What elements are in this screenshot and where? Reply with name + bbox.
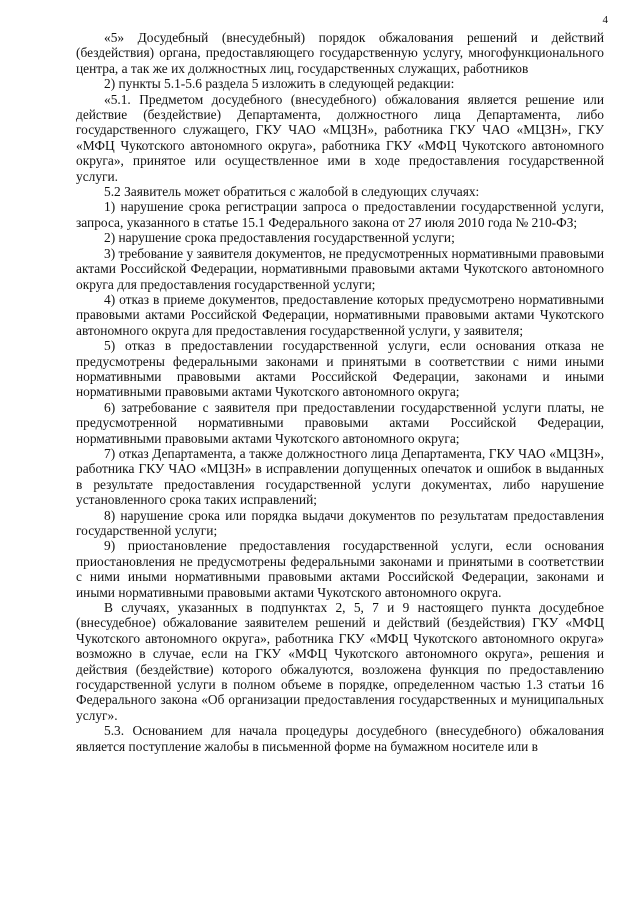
case-item-6: 6) затребование с заявителя при предоставлении государственной услуги платы, не предусмотренной нормативными правовыми актами Российской Федерации, нормативными правовыми актами Чукотского автономного округа;: [76, 399, 604, 446]
case-item-3: 3) требование у заявителя документов, не предусмотренных нормативными правовыми актами Российской Федерации, нормативными правовыми актами Чукотского автономного округа для предоставления государственной услуги;: [76, 245, 604, 292]
case-item-9: 9) приостановление предоставления государственной услуги, если основания приостановления не предусмотрены федеральными законами и принятыми в соответствии с ними иными нормативными правовыми актами Российской Федерации, законами и иными нормативными правовыми актами Чукотского автономного округа.: [76, 538, 604, 600]
case-item-4: 4) отказ в приеме документов, предоставление которых предусмотрено нормативными правовыми актами Российской Федерации, нормативными правовыми актами Чукотского автономного округа для предоставления государственной услуги, у заявителя;: [76, 291, 604, 338]
case-item-2: 2) нарушение срока предоставления государственной услуги;: [104, 230, 455, 246]
case-item-5: 5) отказ в предоставлении государственной услуги, если основания отказа не предусмотрены федеральными законами и принятыми в соответствии с ними иными нормативными правовыми актами Российской Федерации, законами и иными нормативными правовыми актами Чукотского автономного округа;: [76, 338, 604, 400]
page-number: 4: [602, 14, 608, 26]
case-item-7: 7) отказ Департамента, а также должностного лица Департамента, ГКУ ЧАО «МЦЗН», работника ГКУ ЧАО «МЦЗН» в исправлении допущенных опечаток и ошибок в выданных в результате предоставления государственной услуги документах, либо нарушение установленного срока таких исправлений;: [76, 445, 604, 508]
amendment-item-2: 2) пункты 5.1-5.6 раздела 5 изложить в следующей редакции:: [104, 76, 455, 92]
document-body: [76, 30, 604, 754]
case-item-1: 1) нарушение срока регистрации запроса о предоставлении государственной услуги, запроса, указанного в статье 15.1 Федерального закона от 27 июля 2010 года № 210-ФЗ;: [76, 199, 604, 230]
cases-note-paragraph: В случаях, указанных в подпунктах 2, 5, 7 и 9 настоящего пункта досудебное (внесудебное) обжалование заявителем решений и действий (бездействия) ГКУ «МФЦ Чукотского автономного округа», работника ГКУ «МФЦ Чукотского автономного округа» возможно в случае, если на ГКУ «МФЦ Чукотского автономного округа», решения и действия (бездействие) которого обжалуются, возложена функция по предоставлению государственной услуги в полном объеме в порядке, определенном частью 1.3 статьи 16 Федерального закона «Об организации предоставления государственных и муниципальных услуг».: [76, 600, 604, 723]
clause-5-3: 5.3. Основанием для начала процедуры досудебного (внесудебного) обжалования является поступление жалобы в письменной форме на бумажном носителе или в: [76, 723, 604, 754]
clause-5-2: 5.2 Заявитель может обратиться с жалобой в следующих случаях:: [104, 184, 480, 200]
clause-5-1: «5.1. Предметом досудебного (внесудебного) обжалования является решение или действие (бездействие) Департамента, должностного лица Департамента, либо государственного служащего, ГКУ ЧАО «МЦЗН», работника ГКУ ЧАО «МЦЗН», ГКУ «МФЦ Чукотского автономного округа», работника ГКУ «МФЦ Чукотского автономного округа», принятое или осуществленное ими в ходе предоставления государственной услуги.: [76, 91, 604, 184]
section-5-heading: «5» Досудебный (внесудебный) порядок обжалования решений и действий (бездействия) органа, предоставляющего государственную услугу, многофункционального центра, а так же их должностных лиц, государственных служащих, работников: [76, 30, 604, 76]
case-item-8: 8) нарушение срока или порядка выдачи документов по результатам предоставления государственной услуги;: [76, 507, 604, 538]
